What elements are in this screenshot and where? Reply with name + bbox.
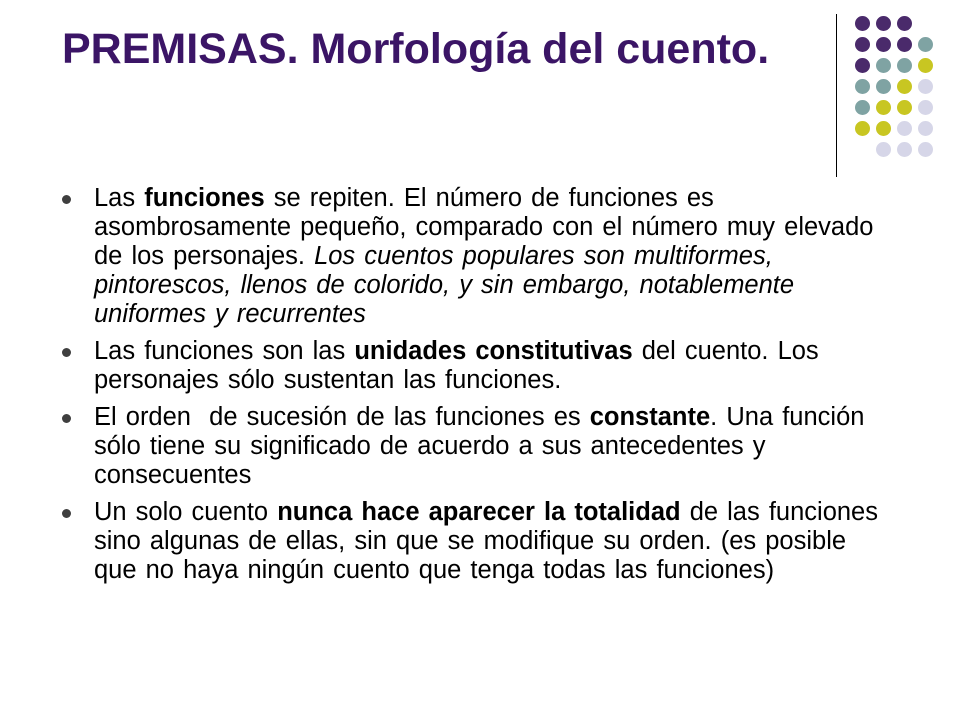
decorative-dot: [876, 58, 891, 73]
bullet-item: [62, 184, 882, 329]
decorative-dot: [897, 121, 912, 136]
decorative-dot: [855, 58, 870, 73]
bullet-text: [94, 498, 878, 584]
bold-text-run: unidades constitutivas: [354, 337, 633, 365]
italic-text-run: Los cuentos populares son multiformes, pintorescos, llenos de colorido, y sin embargo, notablemente uniformes y recurrentes: [94, 242, 795, 328]
text-run: se repiten. El número de funciones es asombrosamente pequeño, comparado con el número muy elevado de los personajes.: [94, 184, 874, 270]
decorative-dot: [855, 79, 870, 94]
decorative-dot: [897, 142, 912, 157]
decorative-dot: [897, 79, 912, 94]
bullet-text: [94, 403, 874, 489]
decorative-dot: [897, 37, 912, 52]
decorative-dot: [918, 100, 933, 115]
slide-title: PREMISAS. Morfología del cuento.: [62, 25, 770, 73]
bold-text-run: nunca hace aparecer la totalidad: [277, 498, 681, 526]
decorative-dot: [876, 100, 891, 115]
bullet-dot-icon: [62, 195, 71, 204]
text-run: Las funciones son las: [94, 337, 355, 365]
text-run: El orden de sucesión de las funciones es: [94, 403, 590, 431]
bullet-dot-icon: [62, 348, 71, 357]
bullet-text: [94, 184, 873, 328]
bullet-dot-icon: [62, 509, 71, 518]
decorative-dot: [918, 79, 933, 94]
decorative-dot: [876, 16, 891, 31]
decorative-dot: [897, 100, 912, 115]
decorative-dot-grid: [0, 0, 960, 180]
decorative-dot: [855, 16, 870, 31]
bullet-dot-icon: [62, 414, 71, 423]
text-run: de las funciones sino algunas de ellas, sin que se modifique su orden. (es posible que no haya ningún cuento que tenga todas las funciones): [94, 498, 878, 584]
decorative-dot: [855, 121, 870, 136]
bold-text-run: funciones: [144, 184, 265, 212]
decorative-dot: [876, 79, 891, 94]
text-run: Un solo cuento: [94, 498, 278, 526]
decorative-dot: [855, 100, 870, 115]
decorative-dot: [918, 37, 933, 52]
decorative-dot: [876, 142, 891, 157]
decorative-dot: [918, 58, 933, 73]
decorative-dot: [876, 121, 891, 136]
bullet-item: [62, 337, 882, 395]
bullet-list: [62, 184, 882, 593]
decorative-dot: [897, 58, 912, 73]
decorative-dot: [918, 121, 933, 136]
decorative-dot: [855, 37, 870, 52]
text-run: del cuento. Los personajes sólo sustentan las funciones.: [94, 337, 819, 394]
decorative-dot: [876, 37, 891, 52]
bullet-item: [62, 403, 882, 490]
bullet-text: [94, 337, 819, 394]
decorative-dot: [897, 16, 912, 31]
bold-text-run: constante: [589, 403, 711, 431]
bullet-item: [62, 498, 882, 585]
text-run: Las: [94, 184, 145, 212]
text-run: . Una función sólo tiene su significado de acuerdo a sus antecedentes y consecuentes: [94, 403, 874, 489]
decorative-dot: [918, 142, 933, 157]
